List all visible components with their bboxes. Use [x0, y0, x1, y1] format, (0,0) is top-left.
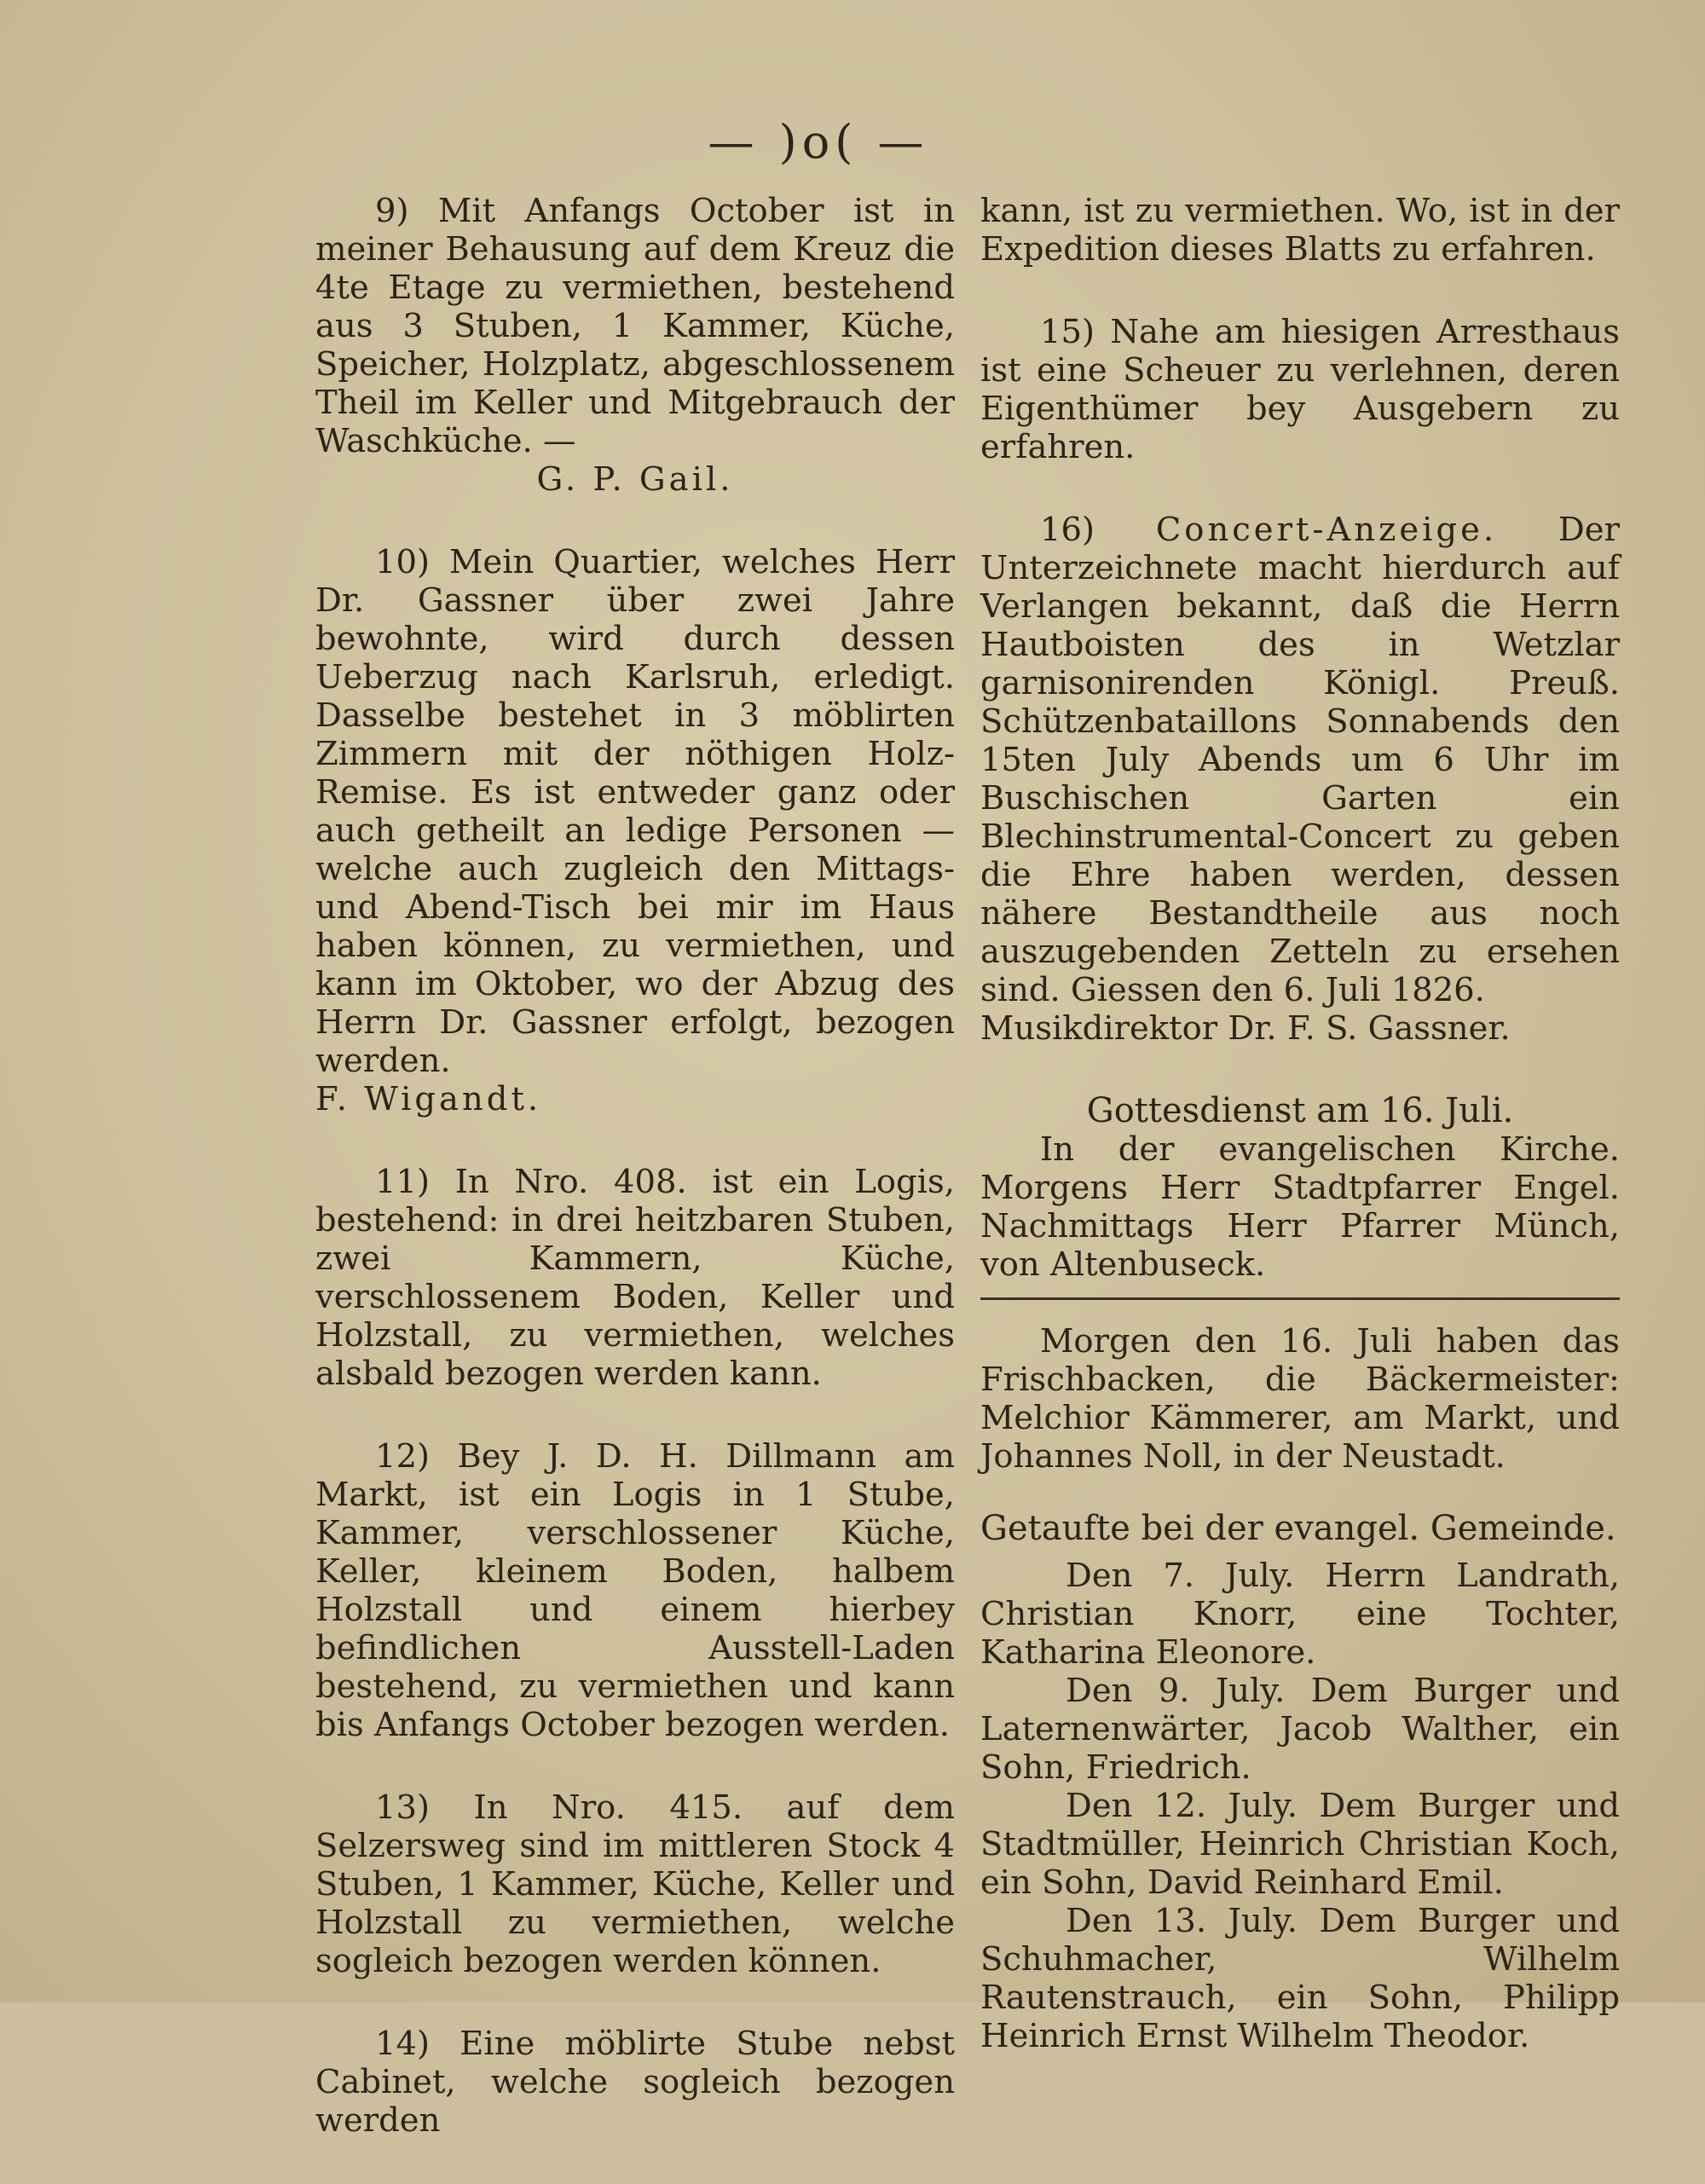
notice-15 [980, 313, 1620, 466]
baptism-date: Den 7. July. [1066, 1557, 1295, 1595]
bakers-notice [980, 1322, 1620, 1476]
baptism-date: Den 9. July. [1066, 1672, 1286, 1710]
church-service [980, 1092, 1620, 1284]
notice-10 [315, 543, 955, 1118]
notice-text: kann, ist zu vermiethen. Wo, ist in der Expedition dieses Blatts zu erfahren. [980, 192, 1620, 269]
baptism-text: Dem Burger und Schuhmacher, Wilhelm Rautenstrauch, ein Sohn, Philipp Heinrich Ernst Wilhelm Theodor. [980, 1902, 1620, 2055]
notice-number: 11) [375, 1163, 431, 1201]
notice-14 [315, 2025, 955, 2140]
notice-text: In Nro. 415. auf dem Selzersweg sind im mittleren Stock 4 Stuben, 1 Kammer, Küche, Keller und Holzstall zu vermiethen, welche sogleich bezogen werden können. [315, 1788, 955, 1980]
notice-9 [315, 192, 955, 499]
notice-number: 13) [375, 1788, 431, 1827]
notice-text: Eine möblirte Stube nebst Cabinet, welche sogleich bezogen werden [315, 2025, 955, 2140]
notice-text: Mit Anfangs October ist in meiner Behausung auf dem Kreuz die 4te Etage zu vermiethen, bestehend aus 3 Stuben, 1 Kammer, Küche, Speicher, Holzplatz, abgeschlossenem Theil im Keller und Mitgebrauch der Waschküche. — [315, 192, 955, 460]
notice-title: Concert-Anzeige. [1155, 511, 1498, 549]
baptism-text: Herrn Landrath, Christian Knorr, eine Tochter, Katharina Eleonore. [980, 1557, 1620, 1672]
service-text: In der evangelischen Kirche. Morgens Herr Stadtpfarrer Engel. Nachmittags Herr Pfarrer Münch, von Altenbuseck. [980, 1130, 1620, 1284]
right-column [980, 192, 1620, 2055]
notice-16 [980, 511, 1620, 1048]
baptism-date: Den 12. July. [1066, 1787, 1298, 1825]
baptism-item [980, 1672, 1620, 1787]
baptism-date: Den 13. July. [1066, 1902, 1298, 1940]
notice-11 [315, 1163, 955, 1393]
notice-text: Bey J. D. H. Dillmann am Markt, ist ein Logis in 1 Stube, Kammer, verschlossener Küche, Keller, kleinem Boden, halbem Holzstall und einem hierbey befindlichen Ausstell-Laden bestehend, zu vermiethen und kann bis Anfangs October bezogen werden. [315, 1437, 955, 1744]
baptism-item [980, 1902, 1620, 2055]
notice-number: 12) [375, 1437, 431, 1476]
notice-12 [315, 1437, 955, 1744]
notice-signature: G. P. Gail. [536, 460, 734, 499]
notice-number: 16) [1040, 511, 1095, 549]
notice-signature: Musikdirektor Dr. F. S. Gassner. [980, 1009, 1511, 1048]
notice-number: 9) [375, 192, 409, 230]
baptisms-heading: Getaufte bei der evangel. Gemeinde. [980, 1509, 1616, 1548]
divider-rule [980, 1297, 1620, 1300]
notice-text: Mein Quartier, welches Herr Dr. Gassner über zwei Jahre bewohnte, wird durch dessen Ueberzug nach Karlsruh, erledigt. Dasselbe bestehet in 3 möblirten Zimmern mit der nöthigen Holz-Remise. Es ist entweder ganz oder auch getheilt an ledige Personen — welche auch zugleich den Mittags- und Abend-Tisch bei mir im Haus haben können, zu vermiethen, und kann im Oktober, wo der Abzug des Herrn Dr. Gassner erfolgt, bezogen werden. [315, 543, 955, 1080]
notice-13 [315, 1788, 955, 1980]
notice-number: 14) [375, 2025, 431, 2063]
page-number: — )o( — [708, 115, 929, 169]
notice-text: Nahe am hiesigen Arresthaus ist eine Scheuer zu verlehnen, deren Eigenthümer bey Ausgebern zu erfahren. [980, 313, 1620, 466]
notice-number: 15) [1040, 313, 1095, 351]
baptism-text: Dem Burger und Stadtmüller, Heinrich Christian Koch, ein Sohn, David Reinhard Emil. [980, 1787, 1620, 1902]
baptism-item [980, 1557, 1620, 1672]
bakers-text: Morgen den 16. Juli haben das Frischbacken, die Bäckermeister: Melchior Kämmerer, am Markt, und Johannes Noll, in der Neustadt. [980, 1322, 1620, 1476]
notice-text: In Nro. 408. ist ein Logis, bestehend: in drei heitzbaren Stuben, zwei Kammern, Küche, verschlossenem Boden, Keller und Holzstall, zu vermiethen, welches alsbald bezogen werden kann. [315, 1163, 955, 1393]
notice-14-continuation [980, 192, 1620, 269]
notice-text: Der Unterzeichnete macht hierdurch auf Verlangen bekannt, daß die Herrn Hautboisten des in Wetzlar garnisonirenden Königl. Preuß. Schützenbataillons Sonnabends den 15ten July Abends um 6 Uhr im Buschischen Garten ein Blechinstrumental-Concert zu geben die Ehre haben werden, dessen nähere Bestandtheile aus noch auszugebenden Zetteln zu ersehen sind. Giessen den 6. Juli 1826. [980, 511, 1620, 1009]
baptism-item [980, 1787, 1620, 1902]
notice-number: 10) [375, 543, 431, 581]
service-heading: Gottesdienst am 16. Juli. [1086, 1091, 1514, 1130]
baptism-text: Dem Burger und Laternenwärter, Jacob Walther, ein Sohn, Friedrich. [980, 1672, 1620, 1787]
notice-signature: F. Wigandt. [315, 1080, 542, 1118]
left-column [315, 192, 955, 2184]
baptisms [980, 1510, 1620, 2055]
